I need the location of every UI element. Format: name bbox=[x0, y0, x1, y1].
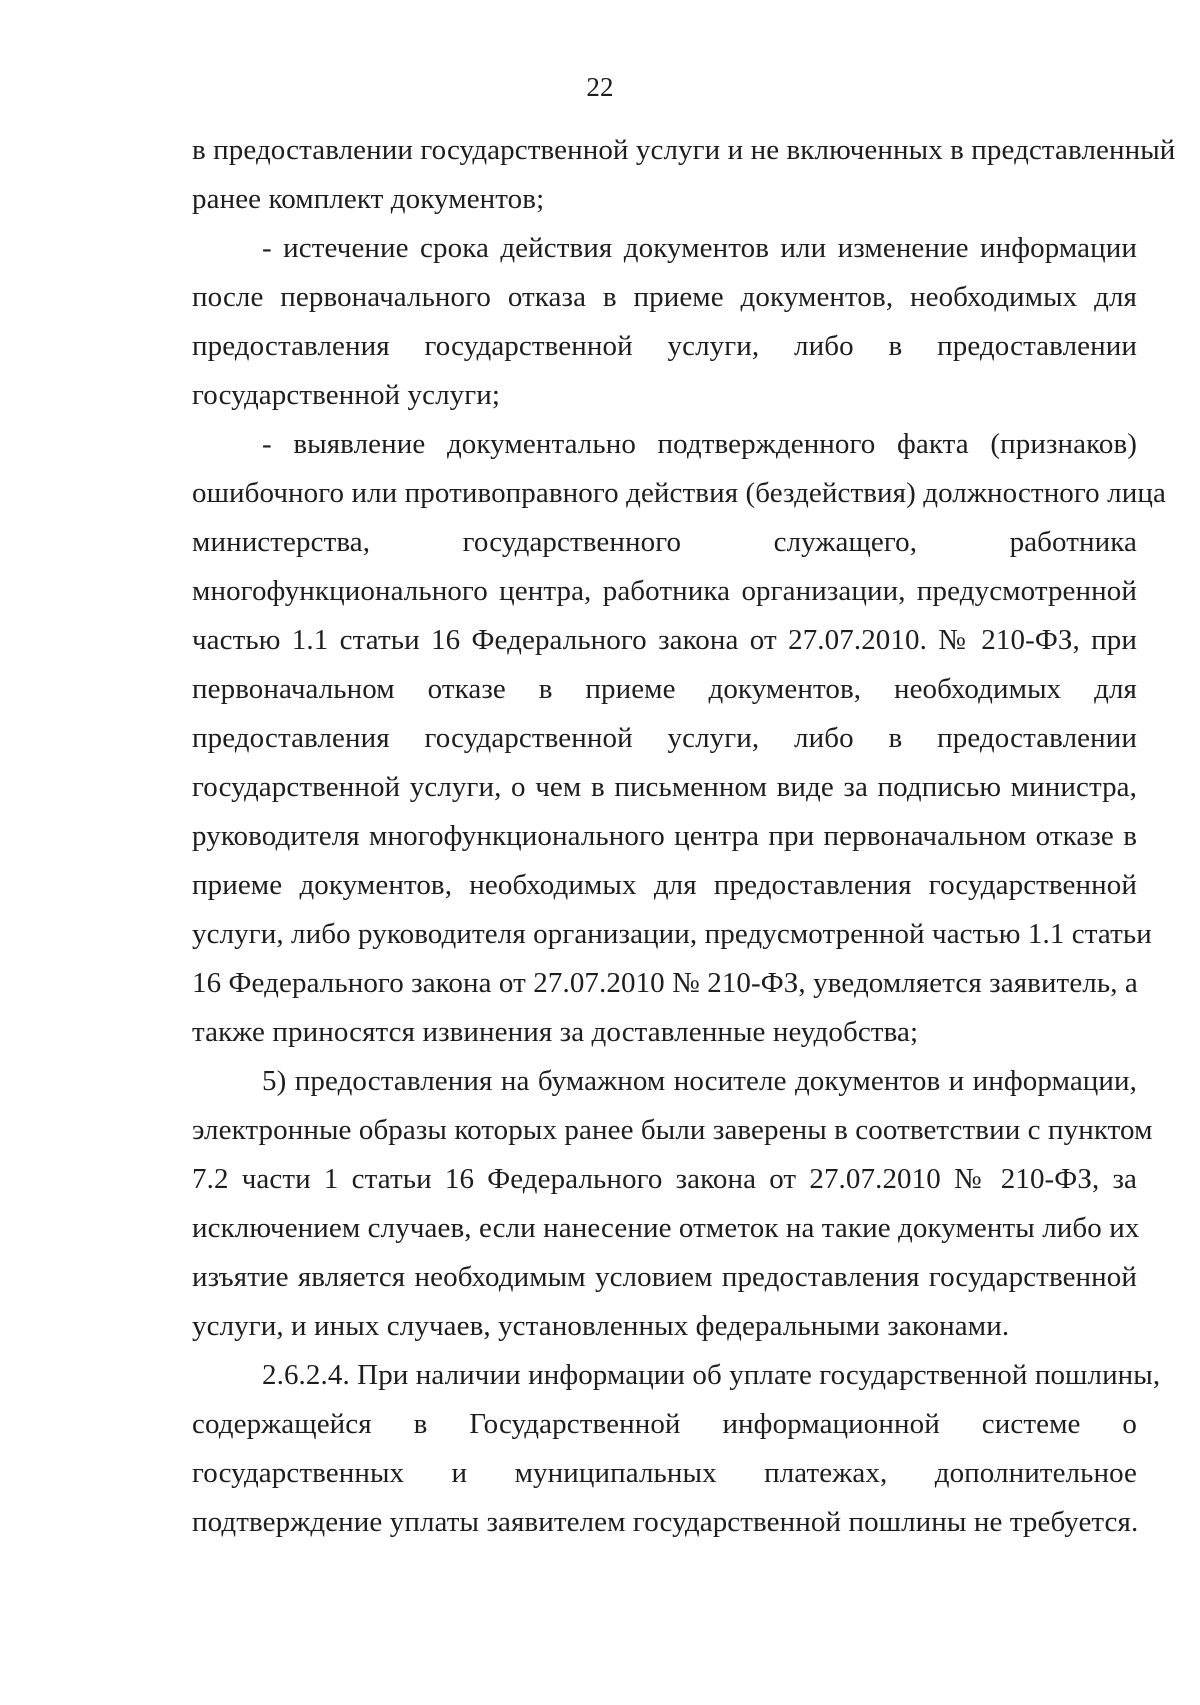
text-line: министерства, государственного служащего, работника bbox=[192, 526, 1137, 558]
text-line: в предоставлении государственной услуги и не включенных в представленный bbox=[192, 134, 1176, 166]
text-line: также приносятся извинения за доставленные неудобства; bbox=[192, 1016, 919, 1048]
text-line: 2.6.2.4. При наличии информации об уплате государственной пошлины, bbox=[262, 1359, 1161, 1391]
text-line: частью 1.1 статьи 16 Федерального закона от 27.07.2010. № 210-ФЗ, при bbox=[192, 624, 1137, 656]
text-line: - выявление документально подтвержденного факта (признаков) bbox=[262, 428, 1137, 460]
text-line: государственных и муниципальных платежах, дополнительное bbox=[192, 1457, 1137, 1489]
text-line: ошибочного или противоправного действия (бездействия) должностного лица bbox=[192, 477, 1166, 509]
text-line: ранее комплект документов; bbox=[192, 183, 545, 215]
page-number: 22 bbox=[586, 72, 614, 102]
text-line: - истечение срока действия документов или изменение информации bbox=[262, 232, 1137, 264]
text-line: 5) предоставления на бумажном носителе документов и информации, bbox=[262, 1065, 1137, 1097]
text-line: 7.2 части 1 статьи 16 Федерального закона от 27.07.2010 № 210-ФЗ, за bbox=[192, 1163, 1137, 1195]
text-line: многофункционального центра, работника организации, предусмотренной bbox=[192, 575, 1137, 607]
text-line: государственной услуги; bbox=[192, 379, 501, 411]
text-line: подтверждение уплаты заявителем государственной пошлины не требуется. bbox=[192, 1506, 1139, 1538]
text-line: предоставления государственной услуги, либо в предоставлении bbox=[192, 722, 1137, 754]
text-line: услуги, и иных случаев, установленных федеральными законами. bbox=[192, 1310, 1010, 1342]
text-line: после первоначального отказа в приеме документов, необходимых для bbox=[192, 281, 1137, 313]
text-line: исключением случаев, если нанесение отметок на такие документы либо их bbox=[192, 1212, 1140, 1244]
document-body bbox=[192, 126, 1176, 1547]
text-line: 16 Федерального закона от 27.07.2010 № 210-ФЗ, уведомляется заявитель, а bbox=[192, 967, 1138, 999]
text-line: услуги, либо руководителя организации, предусмотренной частью 1.1 статьи bbox=[192, 918, 1152, 950]
text-line: электронные образы которых ранее были заверены в соответствии с пунктом bbox=[192, 1114, 1153, 1146]
text-line: изъятие является необходимым условием предоставления государственной bbox=[192, 1261, 1137, 1293]
text-line: государственной услуги, о чем в письменном виде за подписью министра, bbox=[192, 771, 1137, 803]
text-line: предоставления государственной услуги, либо в предоставлении bbox=[192, 330, 1137, 362]
text-line: первоначальном отказе в приеме документов, необходимых для bbox=[192, 673, 1137, 705]
text-line: руководителя многофункционального центра при первоначальном отказе в bbox=[192, 820, 1137, 852]
text-line: содержащейся в Государственной информационной системе о bbox=[192, 1408, 1137, 1440]
text-line: приеме документов, необходимых для предоставления государственной bbox=[192, 869, 1137, 901]
